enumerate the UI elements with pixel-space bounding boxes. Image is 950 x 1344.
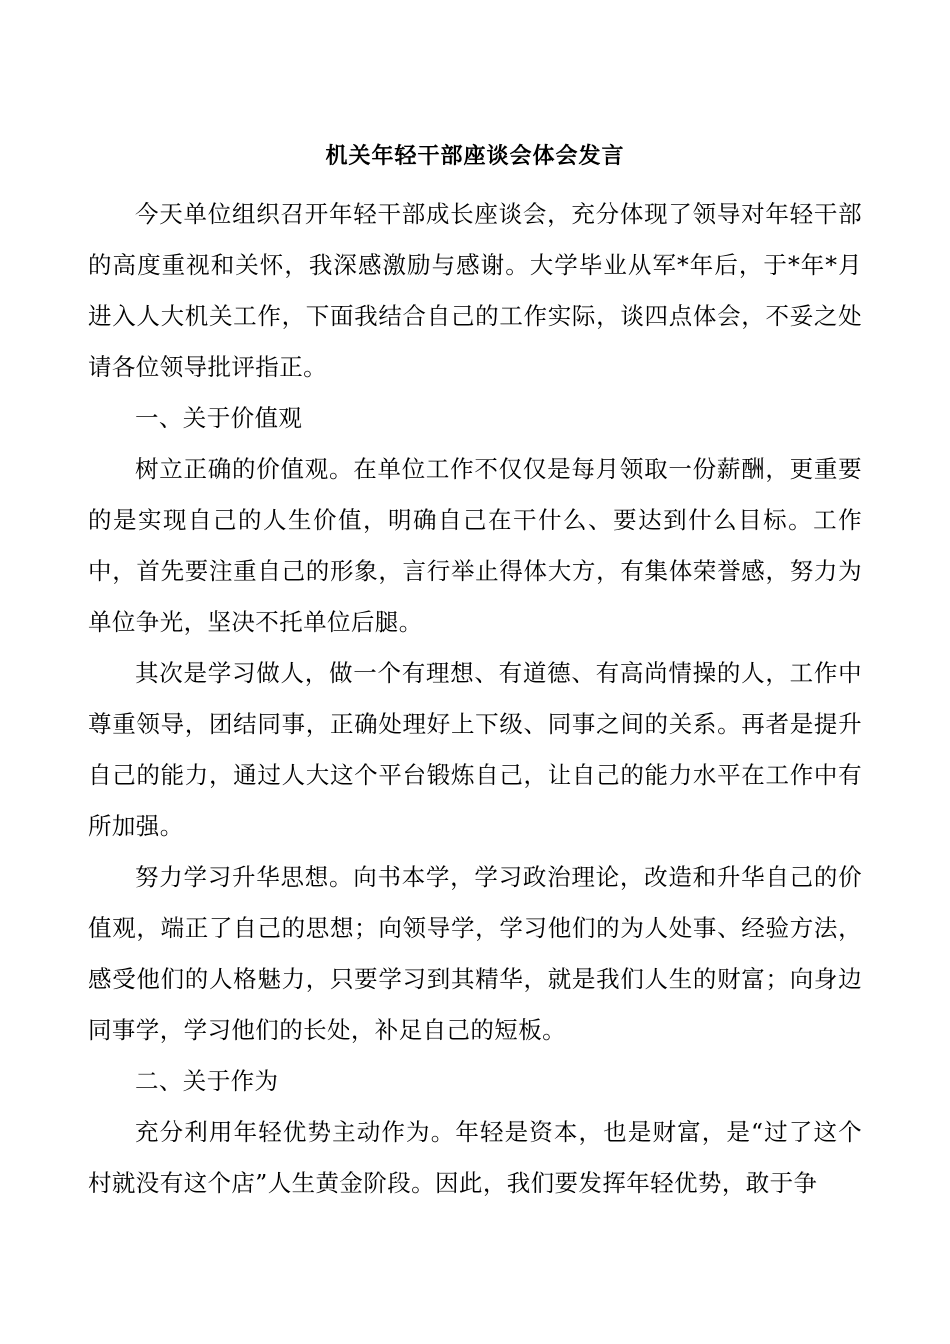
- paragraph-action-1: 充分利用年轻优势主动作为。年轻是资本，也是财富，是“过了这个村就没有这个店”人生黄金阶段。因此，我们要发挥年轻优势，敢于争: [88, 1118, 862, 1197]
- paragraph-values-3: 努力学习升华思想。向书本学，学习政治理论，改造和升华自己的价值观，端正了自己的思想；向领导学，学习他们的为人处事、经验方法，感受他们的人格魅力，只要学习到其精华，就是我们人生的财富；向身边同事学，学习他们的长处，补足自己的短板。: [88, 863, 862, 1044]
- paragraph-intro: 今天单位组织召开年轻干部成长座谈会，充分体现了领导对年轻干部的高度重视和关怀，我深感激励与感谢。大学毕业从军*年后，于*年*月进入人大机关工作，下面我结合自己的工作实际，谈四点体会，不妥之处请各位领导批评指正。: [88, 200, 862, 381]
- section-heading-action: 二、关于作为: [135, 1067, 279, 1095]
- paragraph-values-2: 其次是学习做人，做一个有理想、有道德、有高尚情操的人，工作中尊重领导，团结同事，正确处理好上下级、同事之间的关系。再者是提升自己的能力，通过人大这个平台锻炼自己，让自己的能力水平在工作中有所加强。: [88, 659, 862, 840]
- document-title: 机关年轻干部座谈会体会发言: [325, 143, 625, 169]
- document-body: [88, 189, 862, 1209]
- paragraph-values-1: 树立正确的价值观。在单位工作不仅仅是每月领取一份薪酬，更重要的是实现自己的人生价值，明确自己在干什么、要达到什么目标。工作中，首先要注重自己的形象，言行举止得体大方，有集体荣誉感，努力为单位争光，坚决不托单位后腿。: [88, 455, 862, 636]
- section-heading-values: 一、关于价值观: [135, 404, 303, 432]
